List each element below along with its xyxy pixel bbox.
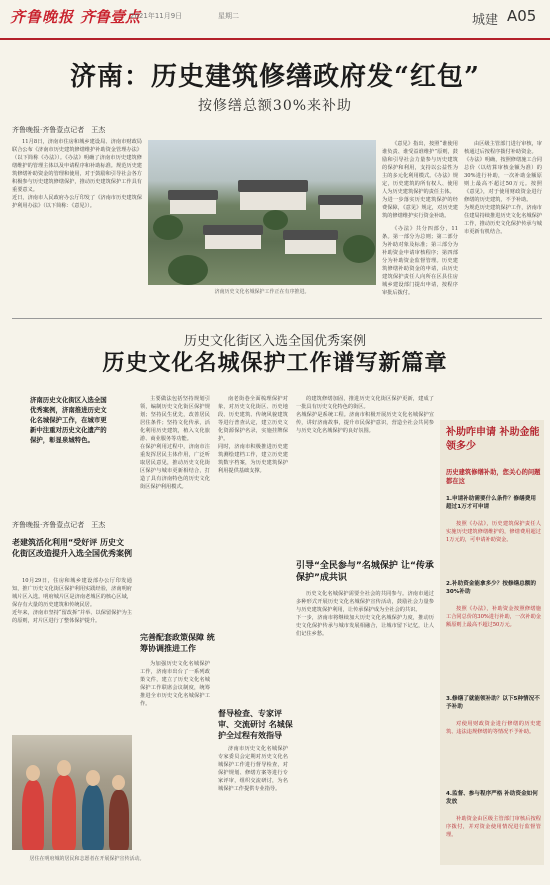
story2-kicker: 历史文化街区入选全国优秀案例 bbox=[183, 334, 366, 349]
lead-body-mid-1: 《意见》指出，按照“谁使用谁负责、谁受益谁维护”原则，鼓励和引导社会力量参与历史建筑的保护和利用，支持以公益性为主的多元化利用模式。《办法》规定，历史建筑的所有权人、使用人为历史建筑保护的责任主体。 为进一步落实历史建筑保护的经费保障，《意见》规定，对历史建筑的修缮维护实行资金补助。 bbox=[382, 141, 458, 219]
faq-answer-1: 按照《办法》，历史建筑保护责任人实施历史建筑修缮维护的，修缮费用超过1万元的，可申请补助资金。 bbox=[446, 521, 541, 543]
section-name: 城建 bbox=[472, 13, 499, 28]
faq-answer-3: 对使用财政资金进行修缮的历史建筑、违法违规修缮的等情况不予补助。 bbox=[446, 721, 541, 735]
faq-sidebar bbox=[440, 420, 544, 865]
story2-subheading-a: 老建筑活化利用“受好评 历史文化街区改造提升入选全国优秀案例 bbox=[12, 538, 132, 558]
story2-col1b: 10月29日，住房和城乡建设部办公厅印发通知，推广历史文化街区保护利用实践经验，济南明府城片区入选。明府城片区是济南老城区的核心区域，保存有大量的历史建筑和传统民居。 近年来，济南市坚持“留改拆”并举、以保留保护为主的原则，对片区进行了整体保护提升。 bbox=[12, 578, 132, 624]
publication-weekday: 星期二 bbox=[218, 12, 239, 20]
story2-headline: 历史文化名城保护工作谱写新篇章 bbox=[102, 350, 448, 376]
historic-buildings-photo bbox=[148, 140, 376, 285]
story2-subheading-d: 引导“全民参与”名城保护 让“传承保护”成共识 bbox=[296, 561, 434, 583]
page-number: A05 bbox=[507, 7, 537, 25]
newspaper-logo: 齐鲁晚报 bbox=[10, 8, 75, 26]
lead-byline: 齐鲁晚报·齐鲁壹点记者 王杰 bbox=[12, 126, 106, 134]
sidebar-intro: 历史建筑修缮补助，您关心的问题都在这 bbox=[446, 469, 541, 485]
masthead bbox=[0, 0, 550, 40]
sidebar-title: 补助咋申请 补助金能领多少 bbox=[446, 427, 540, 452]
faq-question-2: 2.补助资金能拿多少？按修缮总额的30%补助 bbox=[446, 581, 536, 595]
story2-summary: 济南历史文化街区入选全国优秀案例，济南推进历史文化名城保护工作，在城市更新中注重对历史文化遗产的保护，彰显泉城特色。 bbox=[30, 396, 107, 444]
story2-col3: 南老街巷全面梳理保护对象，对历史文化街区、历史地段、历史建筑、传统风貌建筑等进行普查认定，建立历史文化资源保护名录，实施挂牌保护。 同时，济南市积极推进历史建筑测绘建档工作，建立历史建筑数字档案，为历史建筑保护利用提供基础支撑。 bbox=[218, 396, 288, 474]
faq-answer-2: 按照《办法》，补助资金按照修缮施工合同总价的30%进行补助，一次补助金额原则上最高不超过50万元。 bbox=[446, 606, 541, 628]
section-divider bbox=[12, 318, 542, 319]
lead-subheadline: 按修缮总额30%来补助 bbox=[197, 98, 353, 114]
story2-col2b: 为加强历史文化名城保护工作，济南市出台了一系列政策文件，建立了历史文化名城保护工作联席会议制度，统筹推进全市历史文化名城保护工作。 bbox=[140, 661, 210, 707]
story2-col3b: 济南市历史文化名城保护专家委员会定期对历史文化名城保护工作进行督导检查，对保护规划、修缮方案等进行专家评审，组织交流研讨，为名城保护工作提供专业指导。 bbox=[218, 746, 288, 792]
story2-subheading-b: 完善配套政策保障 统筹协调推进工作 bbox=[140, 633, 215, 653]
faq-question-4: 4.监督、参与程序严格 补助资金如何发放 bbox=[446, 791, 538, 805]
story2-col4: 的建筑修缮加固，推进历史文化街区保护更新，建成了一批具有历史文化特色的街区。 名城保护是系统工程。济南市积极开展历史文化名城保护宣传，讲好济南故事，提升市民保护意识，营造全社会共同参与历史文化名城保护的良好氛围。 bbox=[296, 396, 434, 434]
lead-body-mid-2: 《办法》共分四部分，11条。第一部分为总则；第二部分为补助对象及标准；第三部分为补助资金申请审核程序；第四部分为补助资金监督管理。历史建筑修缮补助资金的申请，由历史建筑保护责任人向所在区县住房城乡建设部门提出申请，按程序审批后拨付。 bbox=[382, 226, 458, 296]
lead-photo-caption: 济南历史文化名城保护工作正在有序推进。 bbox=[214, 289, 310, 295]
story2-col2: 主要做法包括坚持规划引领，编制历史文化街区保护规划；坚持民生优先，改善居民居住条件；坚持文化传承，活化利用历史建筑，植入文化旅游、商业服务等功能。 在保护利用过程中，济南市注重发挥居民主体作用，广泛听取居民意见，推动历史文化街区保护与城市更新相结合，打造了具有济南特色的历史文化街区保护利用模式。 bbox=[140, 396, 210, 490]
story2-col4b: 历史文化名城保护需要全社会的共同参与。济南市通过多种形式开展历史文化名城保护宣传活动，鼓励社会力量参与历史建筑保护利用，让传承保护成为全社会的共识。 下一步，济南市将继续加大历史文化名城保护力度，推动历史文化保护传承与城市发展相融合，让城市留下记忆，让人们记住乡愁。 bbox=[296, 591, 434, 637]
story2-subheading-c: 督导检查、专家评审、交流研讨 名城保护全过程有效指导 bbox=[218, 709, 293, 740]
faq-answer-4: 补助资金由区级主管部门审核后按程序拨付，并对资金使用情况进行监督管理。 bbox=[446, 816, 541, 838]
publication-date: 2021年11月9日 bbox=[130, 12, 183, 20]
story2-photo-caption: 居住在明府城的居民和志愿者在开展保护宣传活动。 bbox=[29, 856, 145, 862]
lead-body-right: 由区级主管部门进行审核，审核通过后按程序拨付补助资金。 《办法》明确，按照修缮施工合同总价（以结算审核金额为准）的30%进行补助，一次补助金额原则上最高不超过50万元。按照《意见》，对于使用财政资金进行修缮的历史建筑，不予补助。 为规范历史建筑保护工作，济南市住建局持续推进历史文化名城保护工作，推动历史文化保护传承与城市更新有机结合。 bbox=[464, 141, 542, 235]
faq-question-3: 3.修缮了就能领补助？以下5种情况不予补助 bbox=[446, 696, 540, 710]
lead-headline: 济南：历史建筑修缮政府发“红包” bbox=[70, 62, 480, 92]
story2-byline: 齐鲁晚报·齐鲁壹点记者 王杰 bbox=[12, 521, 106, 529]
newspaper-logo-sub: 齐鲁壹点 bbox=[80, 8, 141, 26]
lead-body-left: 11月8日，济南市住房和城乡建设局、济南市财政局联合公布《济南市历史建筑修缮维护补助资金管理办法》（以下简称《办法》）。《办法》明确了济南市历史建筑修缮维护的管理主体以及申请程序和补助标准。规范历史建筑修缮补助资金的管理和使用，对于鼓励和引导社会各方积极参与历史建筑修缮保护，推动历史建筑保护工作具有重要意义。 近日，济南市人民政府办公厅印发了《济南市历史建筑保护利用办法》（以下简称：《意见》）。 bbox=[12, 139, 142, 209]
faq-question-1: 1.申请补助需要什么条件？修缮费用超过1万才可申请 bbox=[446, 496, 536, 510]
volunteers-photo bbox=[12, 735, 132, 850]
